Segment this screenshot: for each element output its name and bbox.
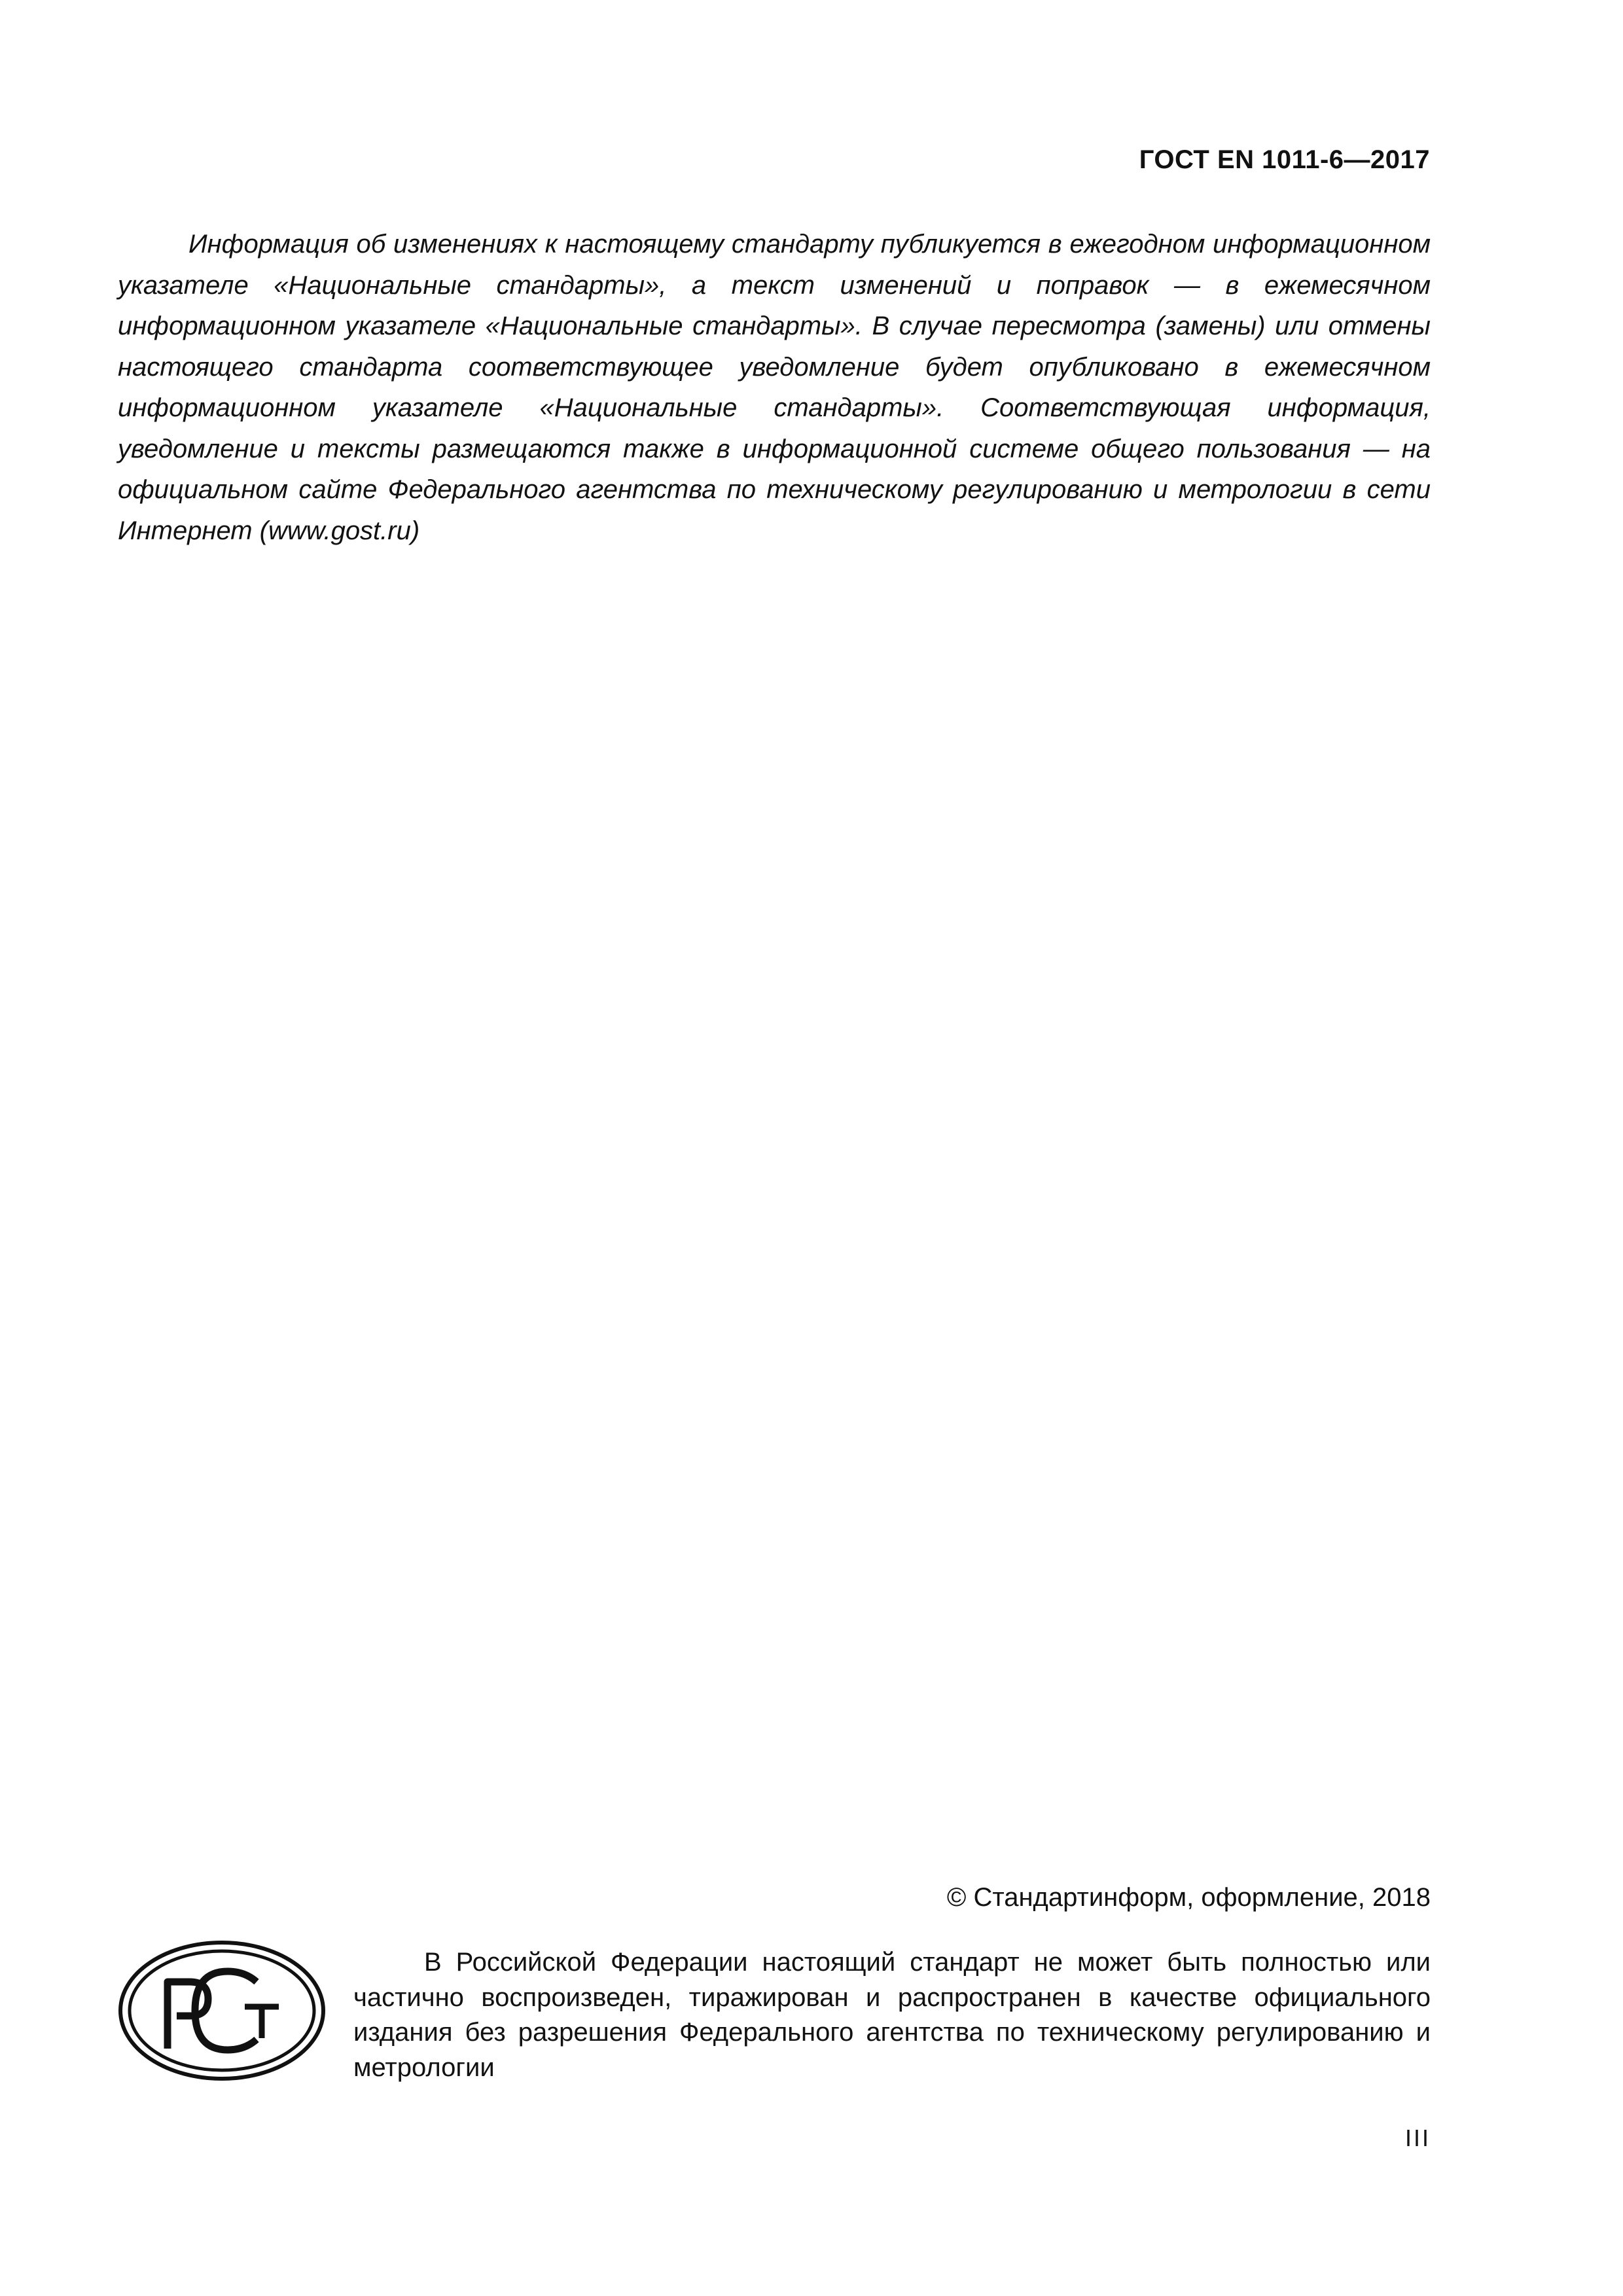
change-notice-paragraph: Информация об изменениях к настоящему стандарту публикуется в ежегодном информационном указателе «Национальные стандарты», а текст изменений и поправок — в ежемесячном информационном указателе «Национальные стандарты». В случае пересмотра (замены) или отмены настоящего стандарта соответствующее уведомление будет опубликовано в ежемесячном информационном указателе «Национальные стандарты». Соответствующая информация, уведомление и тексты размещаются также в информационной системе общего пользования — на официальном сайте Федерального агентства по техническому регулированию и метрологии в сети Интернет (www.gost.ru): [118, 230, 1431, 545]
copyright-line: © Стандартинформ, оформление, 2018: [946, 1883, 1431, 1912]
page-number: III: [1404, 2125, 1431, 2151]
reproduction-rights-paragraph: В Российской Федерации настоящий стандарт не может быть полностью или частично воспроизведен, тиражирован и распространен в качестве официального издания без разрешения Федерального агентства по техническому регулированию и метрологии: [353, 1948, 1431, 2082]
rst-logo-icon: [116, 1939, 327, 2083]
document-code: ГОСТ EN 1011-6—2017: [1139, 145, 1430, 174]
